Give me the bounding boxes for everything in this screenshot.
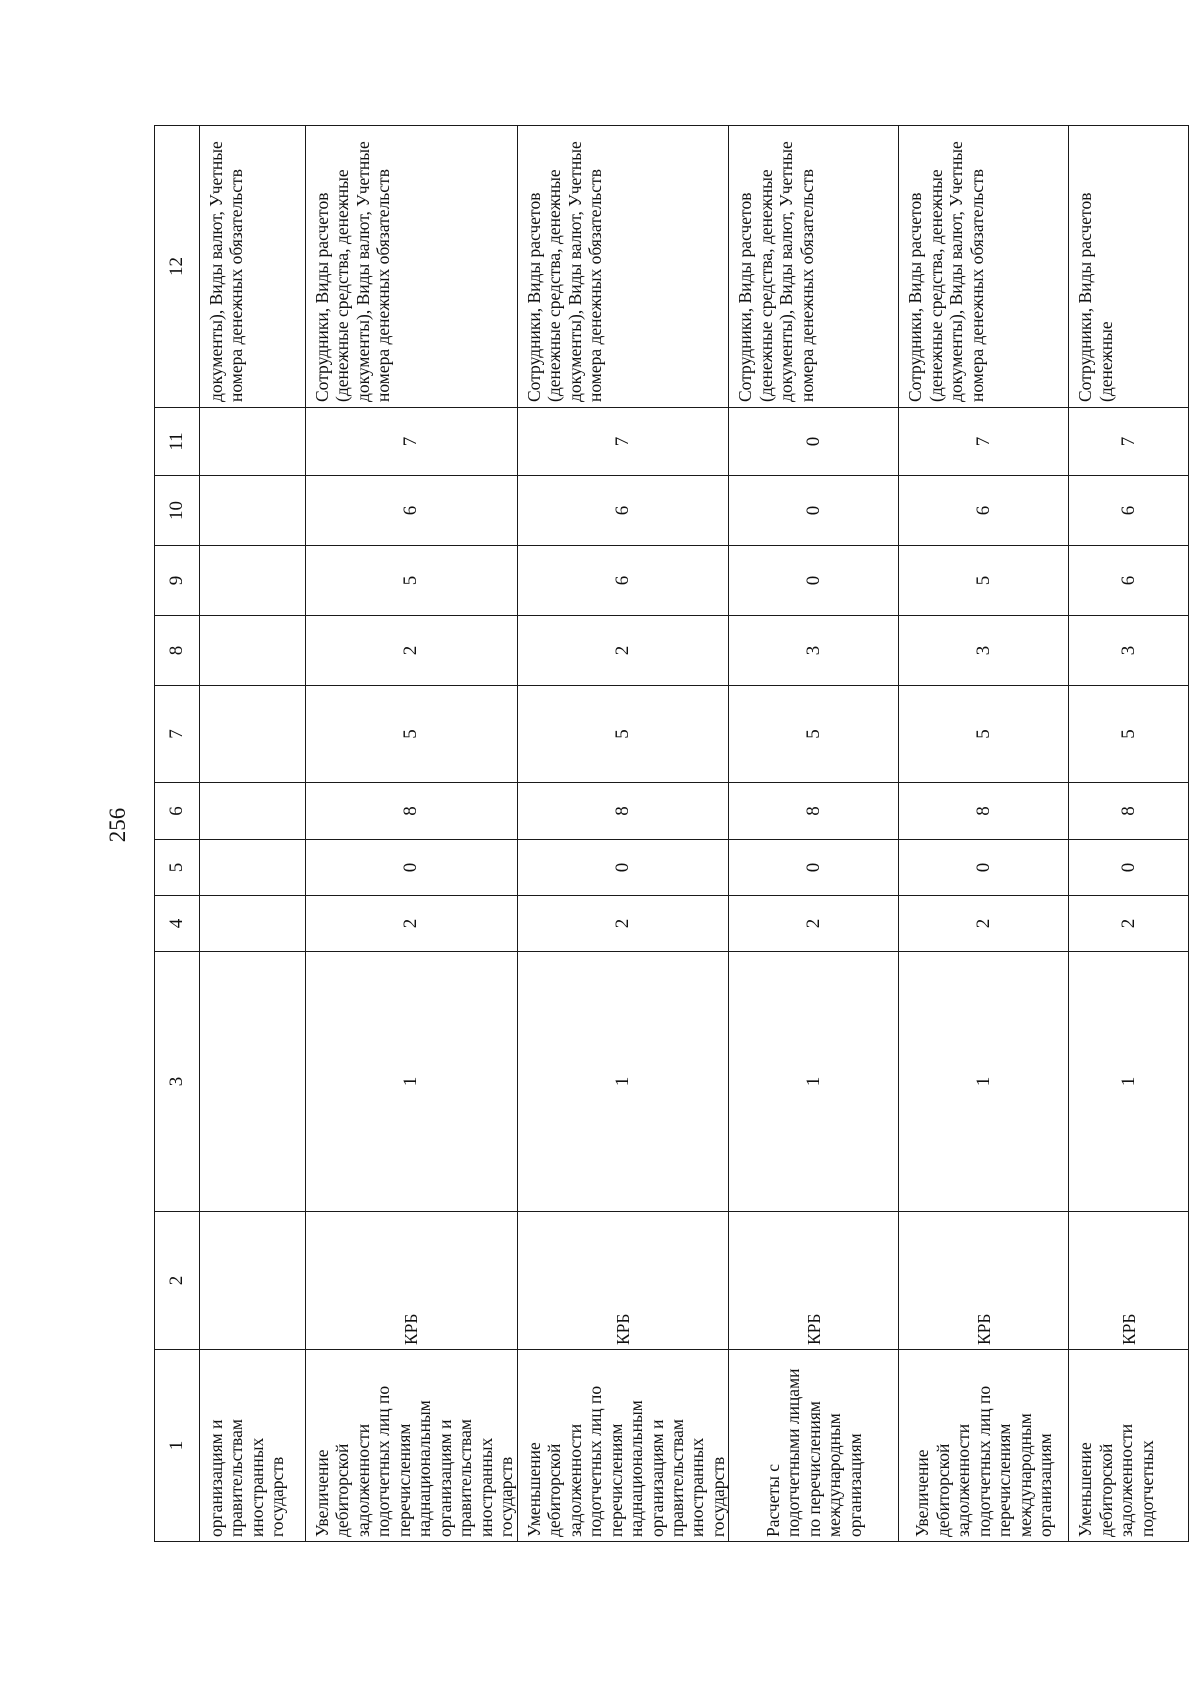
table-row: [200, 126, 306, 1542]
code-cell: 7: [1069, 408, 1189, 476]
code-cell: 0: [729, 476, 899, 546]
code-cell: 6: [1069, 546, 1189, 616]
table-row: [899, 126, 1069, 1542]
accounts-table: [154, 125, 1189, 1542]
column-header: 6: [155, 783, 200, 840]
budget-code: КРБ: [306, 1212, 518, 1350]
code-cell: [200, 546, 306, 616]
analytics-cell: Сотрудники, Виды расчетов (денежные средства, денежные документы), Виды валют, Учетные номера денежных обязательств: [729, 126, 899, 408]
code-cell: 0: [1069, 840, 1189, 896]
code-cell: 3: [899, 616, 1069, 686]
code-cell: 1: [517, 952, 729, 1212]
column-header: 2: [155, 1212, 200, 1350]
code-cell: [200, 408, 306, 476]
analytics-cell: Сотрудники, Виды расчетов (денежные средства, денежные документы), Виды валют, Учетные номера денежных обязательств: [306, 126, 518, 408]
budget-code: [200, 1212, 306, 1350]
code-cell: 5: [729, 686, 899, 783]
column-header: 11: [155, 408, 200, 476]
code-cell: [200, 476, 306, 546]
code-cell: 2: [306, 616, 518, 686]
code-cell: 1: [729, 952, 899, 1212]
column-header: 10: [155, 476, 200, 546]
code-cell: 8: [729, 783, 899, 840]
code-cell: 5: [517, 686, 729, 783]
code-cell: 0: [517, 840, 729, 896]
code-cell: 1: [899, 952, 1069, 1212]
code-cell: 7: [306, 408, 518, 476]
code-cell: [200, 952, 306, 1212]
code-cell: 8: [306, 783, 518, 840]
code-cell: [200, 616, 306, 686]
code-cell: 5: [306, 546, 518, 616]
code-cell: 3: [1069, 616, 1189, 686]
code-cell: 6: [899, 476, 1069, 546]
code-cell: 2: [1069, 896, 1189, 952]
budget-code: КРБ: [517, 1212, 729, 1350]
code-cell: 8: [1069, 783, 1189, 840]
code-cell: [200, 896, 306, 952]
code-cell: 2: [517, 616, 729, 686]
code-cell: 3: [729, 616, 899, 686]
operation-name: организациям и правительствам иностранных государств: [200, 1350, 306, 1542]
column-header: 7: [155, 686, 200, 783]
operation-name: Увеличение дебиторской задолженности подотчетных лиц по перечислениям международным организациям: [899, 1350, 1069, 1542]
analytics-cell: документы), Виды валют, Учетные номера денежных обязательств: [200, 126, 306, 408]
code-cell: 1: [306, 952, 518, 1212]
budget-code: КРБ: [1069, 1212, 1189, 1350]
table-row: [306, 126, 518, 1542]
code-cell: [200, 783, 306, 840]
operation-name: Уменьшение дебиторской задолженности подотчетных: [1069, 1350, 1189, 1542]
code-cell: 2: [729, 896, 899, 952]
code-cell: 8: [517, 783, 729, 840]
column-header: 12: [155, 126, 200, 408]
code-cell: 1: [1069, 952, 1189, 1212]
code-cell: 5: [899, 686, 1069, 783]
column-header: 8: [155, 616, 200, 686]
column-header: 3: [155, 952, 200, 1212]
column-header: 4: [155, 896, 200, 952]
rotated-table-container: [154, 126, 1157, 1542]
code-cell: 0: [899, 840, 1069, 896]
code-cell: 8: [899, 783, 1069, 840]
code-cell: 5: [899, 546, 1069, 616]
code-cell: 2: [517, 896, 729, 952]
operation-name: Расчеты с подотчетными лицами по перечислениям международным организациям: [729, 1350, 899, 1542]
operation-name: Увеличение дебиторской задолженности подотчетных лиц по перечислениям наднациональным организациям и правительствам иностранных государств: [306, 1350, 518, 1542]
code-cell: 0: [729, 546, 899, 616]
page-number: 256: [105, 807, 130, 843]
analytics-cell: Сотрудники, Виды расчетов (денежные средства, денежные документы), Виды валют, Учетные номера денежных обязательств: [517, 126, 729, 408]
code-cell: 7: [899, 408, 1069, 476]
code-cell: 5: [306, 686, 518, 783]
code-cell: [200, 686, 306, 783]
code-cell: [200, 840, 306, 896]
budget-code: КРБ: [729, 1212, 899, 1350]
budget-code: КРБ: [899, 1212, 1069, 1350]
code-cell: 0: [729, 408, 899, 476]
code-cell: 0: [729, 840, 899, 896]
code-cell: 5: [1069, 686, 1189, 783]
header-row: [155, 126, 200, 1542]
operation-name: Уменьшение дебиторской задолженности подотчетных лиц по перечислениям наднациональным организациям и правительствам иностранных государств: [517, 1350, 729, 1542]
code-cell: 6: [306, 476, 518, 546]
column-header: 9: [155, 546, 200, 616]
code-cell: 6: [517, 476, 729, 546]
column-header: 1: [155, 1350, 200, 1542]
table-row: [729, 126, 899, 1542]
table-row: [1069, 126, 1189, 1542]
column-header: 5: [155, 840, 200, 896]
code-cell: 6: [1069, 476, 1189, 546]
code-cell: 7: [517, 408, 729, 476]
code-cell: 2: [306, 896, 518, 952]
table-row: [517, 126, 729, 1542]
code-cell: 2: [899, 896, 1069, 952]
code-cell: 6: [517, 546, 729, 616]
code-cell: 0: [306, 840, 518, 896]
analytics-cell: Сотрудники, Виды расчетов (денежные средства, денежные документы), Виды валют, Учетные номера денежных обязательств: [899, 126, 1069, 408]
analytics-cell: Сотрудники, Виды расчетов (денежные: [1069, 126, 1189, 408]
